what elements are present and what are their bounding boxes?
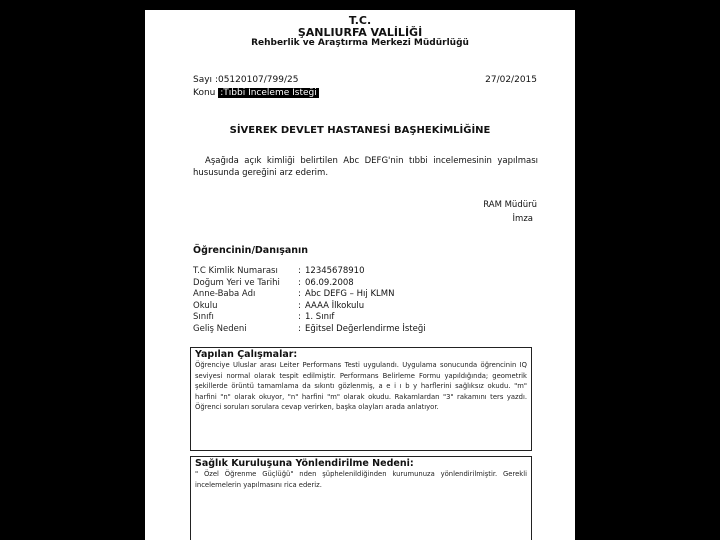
konu-label: Konu: [193, 88, 216, 98]
referral-section-box: [190, 456, 532, 540]
info-label: T.C Kimlik Numarası: [193, 266, 278, 276]
request-body: Aşağıda açık kimliği belirtilen Abc DEFG'nin tıbbi incelemesinin yapılması hususunda gereğini arz ederim.: [193, 156, 538, 178]
konu-line: [193, 88, 319, 98]
info-separator: :: [298, 266, 301, 276]
info-value: 06.09.2008: [305, 277, 354, 288]
info-row: [193, 278, 523, 290]
addressee-title: SİVEREK DEVLET HASTANESİ BAŞHEKİMLİĞİNE: [229, 125, 491, 136]
work-section-text: Öğrenciye Uluslar arası Leiter Performans Testi uygulandı. Uygulama sonucunda öğrencinin IQ seviyesi normal olarak tespit edilmiştir. Performans Belirleme Formu yapıldığında; geometrik şekillerde örüntü tamamlama da sıkıntı gözlenmiş, a e i ı b y harflerini sağlıksız okudu. "m" harfini "n" olarak okuyor, "n" harfini "m" olarak okudu. Rakamlardan "3" rakamını ters yazdı. Öğrenci soruları sorulara cevap verirken, başka olayları arada anlatıyor.: [195, 361, 527, 411]
info-row: [193, 266, 523, 278]
work-section-box: [190, 347, 532, 451]
info-label: Geliş Nedeni: [193, 323, 247, 334]
info-separator: :: [298, 312, 301, 322]
info-separator: :: [298, 300, 301, 311]
document-date: 27/02/2015: [485, 75, 537, 85]
info-row: [193, 301, 523, 313]
header-governorship: ŞANLIURFA VALİLİĞİ: [297, 26, 423, 39]
referral-section-text: " Özel Öğrenme Güçlüğü" nden şüphelenildiğinden kurumunuza yönlendirilmiştir. Gerekli incelemelerin yapılmasını rica ederiz.: [195, 470, 527, 489]
info-value: Abc DEFG – Hıj KLMN: [305, 289, 395, 299]
konu-value: :Tıbbi İnceleme İsteği: [220, 88, 317, 98]
info-separator: :: [298, 323, 301, 334]
info-row: [193, 324, 523, 336]
sayi-line: [193, 75, 298, 85]
work-section-title: Yapılan Çalışmalar:: [195, 349, 298, 360]
info-label: Anne-Baba Adı: [193, 289, 256, 299]
info-value: 1. Sınıf: [305, 312, 335, 322]
header-tc: T.C.: [348, 14, 372, 27]
info-label: Okulu: [193, 300, 218, 311]
signature-imza: İmza: [512, 214, 533, 224]
header-department: Rehberlik ve Araştırma Merkezi Müdürlüğü: [251, 38, 469, 48]
sayi-label: Sayı: [193, 75, 213, 85]
document-page: [145, 10, 575, 540]
referral-section-title: Sağlık Kuruluşuna Yönlendirilme Nedeni:: [195, 458, 414, 469]
sayi-value: :05120107/799/25: [214, 75, 299, 85]
signature-title: RAM Müdürü: [483, 200, 537, 210]
info-value: 12345678910: [305, 266, 365, 276]
info-separator: :: [298, 289, 301, 299]
info-label: Sınıfı: [193, 312, 214, 322]
info-value: AAAA İlkokulu: [305, 300, 365, 311]
info-label: Doğum Yeri ve Tarihi: [193, 277, 280, 288]
info-separator: :: [298, 277, 301, 288]
student-heading: Öğrencinin/Danışanın: [193, 245, 309, 256]
info-row: [193, 289, 523, 301]
info-row: [193, 312, 523, 324]
info-value: Eğitsel Değerlendirme İsteği: [305, 323, 426, 334]
student-info-table: [193, 266, 523, 335]
